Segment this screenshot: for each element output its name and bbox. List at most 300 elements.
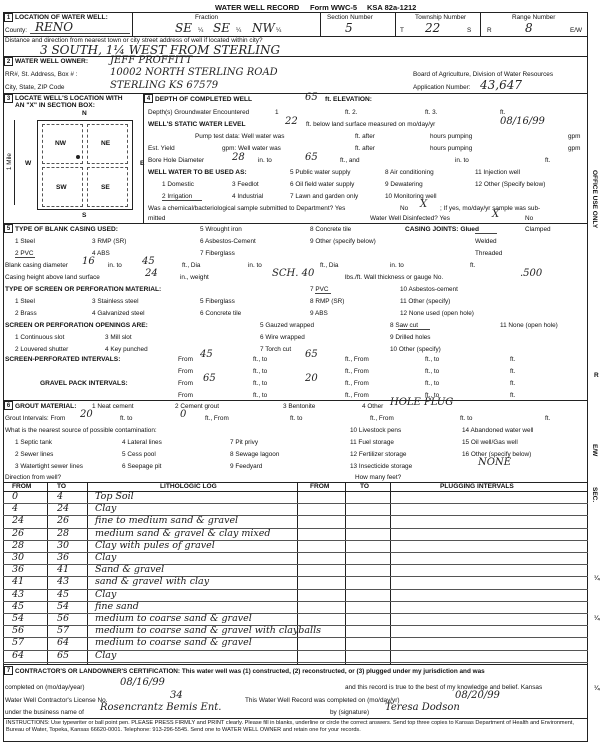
log-from-value[interactable]: 45 <box>12 600 25 612</box>
grout-ft-from: ft., From <box>205 415 229 422</box>
spi-ft-to: ft., to <box>425 356 440 363</box>
opening-1[interactable]: 1 Continuous slot <box>15 334 65 341</box>
log-from-value[interactable]: 56 <box>12 625 25 637</box>
use-10[interactable]: 10 Monitoring well <box>385 193 437 200</box>
divider <box>320 12 321 36</box>
grout-from-value[interactable]: 20 <box>80 409 93 420</box>
screen-10[interactable]: 10 Asbestos-cement <box>400 286 458 293</box>
section-5-marker: 5 <box>4 224 13 233</box>
mile-scale <box>14 120 15 205</box>
divider <box>480 12 481 36</box>
opening-4[interactable]: 4 Key punched <box>105 346 148 353</box>
yield-gpm: gpm: Well water was <box>222 145 281 152</box>
contam-4[interactable]: 4 Lateral lines <box>122 439 162 446</box>
grout-to-value[interactable]: 0 <box>180 409 187 420</box>
casing-6[interactable]: 6 Asbestos-Cement <box>200 238 256 245</box>
bore-value[interactable]: 28 <box>232 152 245 163</box>
disinfected-no[interactable]: No <box>525 215 534 222</box>
section-6-marker: 6 <box>4 401 13 410</box>
disinfected-label: Water Well Disinfected? Yes <box>370 215 450 222</box>
opening-8[interactable]: 8 Saw cut <box>390 322 419 329</box>
opening-2[interactable]: 2 Louvered shutter <box>15 346 69 353</box>
county-underline <box>30 33 130 34</box>
log-row <box>3 529 588 541</box>
city-label: City, State, ZIP Code <box>5 84 65 91</box>
use-4[interactable]: 4 Industrial <box>232 193 264 200</box>
log-description[interactable]: Clay <box>95 503 117 515</box>
distance-label: Distance and direction from nearest town or city street address of well if located within city? <box>5 37 263 44</box>
log-row <box>3 651 588 663</box>
section-3-marker: 3 <box>4 94 13 103</box>
contam-1[interactable]: 1 Septic tank <box>15 439 52 446</box>
completed-value[interactable]: 08/16/99 <box>120 677 165 688</box>
grout-3[interactable]: 3 Bentonite <box>283 403 316 410</box>
locate-label-2: AN "X" IN SECTION BOX: <box>15 102 95 109</box>
application-label: Application Number: <box>413 84 471 91</box>
board-label: Board of Agriculture, Division of Water Resources <box>413 71 554 78</box>
joints-label: CASING JOINTS: Glued <box>405 226 480 233</box>
south-label: S <box>82 212 87 219</box>
ksa-reference: KSA 82a-1212 <box>367 3 417 12</box>
section-2-marker: 2 <box>4 57 13 66</box>
log-description[interactable]: Clay <box>95 552 117 563</box>
quad-ne-label: NE <box>101 140 111 147</box>
gpi-ft-from: ft., From <box>345 380 369 387</box>
direction-label: Direction from well? <box>5 474 62 481</box>
howmany-label: How many feet? <box>355 474 402 481</box>
gw-2: ft. 2. <box>345 109 358 116</box>
use-7[interactable]: 7 Lawn and garden only <box>290 193 359 200</box>
log-to-value[interactable]: 43 <box>57 576 70 588</box>
log-from-value[interactable]: 4 <box>12 503 19 515</box>
quarter-sign-3: ¼ <box>276 27 282 34</box>
log-row <box>3 602 588 614</box>
office-use-label: OFFICE USE ONLY <box>591 170 598 229</box>
gpi-label: GRAVEL PACK INTERVALS: <box>40 380 128 387</box>
north-label: N <box>82 110 87 117</box>
screen-12[interactable]: 12 None used (open hole) <box>400 310 474 317</box>
log-to-value[interactable]: 54 <box>57 600 70 612</box>
bore-to-value[interactable]: 65 <box>305 152 318 163</box>
spi-ft: ft. <box>510 356 516 363</box>
casing-1[interactable]: 1 Steel <box>15 238 35 245</box>
contam-9[interactable]: 9 Feedyard <box>230 463 263 470</box>
office-quarter-2: ¼ <box>594 615 600 622</box>
log-to-value[interactable]: 57 <box>57 625 70 637</box>
spi-ft-from: ft., From <box>345 356 369 363</box>
static-date[interactable]: 08/16/99 <box>500 116 545 127</box>
fraction-3[interactable]: NW <box>252 21 275 35</box>
section-7-marker: 7 <box>4 666 13 675</box>
depth-label: DEPTH OF COMPLETED WELL <box>155 96 253 103</box>
contam-5[interactable]: 5 Cess pool <box>122 451 156 458</box>
yield-gpm-2: gpm <box>568 145 581 152</box>
grout-ft-from-2: ft., From <box>370 415 394 422</box>
log-row <box>3 590 588 602</box>
township-s: S <box>467 27 472 34</box>
use-6[interactable]: 6 Oil field water supply <box>290 181 355 188</box>
screen-8[interactable]: 8 RMP (SR) <box>310 298 345 305</box>
address-label: RR#, St. Address, Box # : <box>5 71 78 78</box>
log-to-value[interactable]: 26 <box>57 515 70 527</box>
yield-label: Est. Yield <box>148 145 175 152</box>
log-from-value[interactable]: 24 <box>12 515 25 527</box>
screen-2[interactable]: 2 Brass <box>15 310 37 317</box>
log-row <box>3 492 588 504</box>
form-title: WATER WELL RECORD <box>215 3 300 12</box>
use-11[interactable]: 11 Injection well <box>475 169 520 176</box>
form-number: Form WWC-5 <box>310 3 358 12</box>
log-to-value[interactable]: 24 <box>57 503 70 515</box>
diameter-in-to-3: in. to <box>390 262 404 269</box>
contam-12[interactable]: 12 Fertilizer storage <box>350 451 407 458</box>
completed-label: completed on (mo/day/year) <box>5 684 85 691</box>
township-label: Township Number <box>415 14 467 21</box>
log-from-value[interactable]: 36 <box>12 564 25 576</box>
use-3[interactable]: 3 Feedlot <box>232 181 259 188</box>
screen-material-label: TYPE OF SCREEN OR PERFORATION MATERIAL: <box>5 286 162 293</box>
use-5[interactable]: 5 Public water supply <box>290 169 351 176</box>
township-value[interactable]: 22 <box>425 21 441 35</box>
gw-3: ft. 3. <box>425 109 438 116</box>
diameter-ft: ft. <box>470 262 476 269</box>
log-description[interactable]: sand & gravel with clay <box>95 576 210 588</box>
use-9[interactable]: 9 Dewatering <box>385 181 423 188</box>
spi-from-value[interactable]: 45 <box>200 349 213 360</box>
spi-from-label: From <box>178 356 193 363</box>
locate-label: LOCATE WELL'S LOCATION WITH <box>15 95 123 102</box>
diameter-in-to: in. to <box>108 262 122 269</box>
quarter-sign-1: ¼ <box>198 27 204 34</box>
static-value[interactable]: 22 <box>285 116 298 127</box>
log-from-value[interactable]: 26 <box>12 527 25 539</box>
spi-to-value[interactable]: 65 <box>305 349 318 360</box>
bact-no[interactable]: No <box>400 205 409 212</box>
log-to-value[interactable]: 56 <box>57 613 70 624</box>
opening-10[interactable]: 10 Other (specify) <box>390 346 441 353</box>
screen-1[interactable]: 1 Steel <box>15 298 35 305</box>
casing-4[interactable]: 4 ABS <box>92 250 110 257</box>
contam-14[interactable]: 14 Abandoned water well <box>462 427 534 434</box>
casing-5[interactable]: 5 Wrought iron <box>200 226 242 233</box>
township-t: T <box>400 27 404 34</box>
contam-13[interactable]: 13 Insecticide storage <box>350 463 413 470</box>
log-to-value[interactable]: 4 <box>57 491 64 502</box>
office-sec-label: SEC. <box>591 487 598 503</box>
distance-value[interactable]: 3 SOUTH, 1¼ WEST FROM STERLING <box>40 43 281 57</box>
owner-label: WATER WELL OWNER: <box>15 58 89 65</box>
log-from-value[interactable]: 0 <box>12 491 19 502</box>
fraction-2[interactable]: SE <box>213 21 230 35</box>
static-rest: ft. below land surface measured on mo/day/yr <box>306 121 436 128</box>
log-header-from: FROM <box>12 483 32 490</box>
screen-6[interactable]: 6 Concrete tile <box>200 310 242 317</box>
opening-6[interactable]: 6 Wire wrapped <box>260 334 305 341</box>
rule <box>3 223 588 224</box>
east-label: E <box>140 160 145 167</box>
spi2-from-label: From <box>178 368 193 375</box>
diameter-label: Blank casing diameter <box>5 262 68 269</box>
pump-after: ft. after <box>355 133 375 140</box>
address-value[interactable]: 10002 NORTH STERLING ROAD <box>110 67 278 78</box>
groundwater-label: Depth(s) Groundwater Encountered <box>148 109 250 116</box>
log-to-value[interactable]: 45 <box>57 588 70 600</box>
log-header-from-2: FROM <box>310 483 330 490</box>
log-from-value[interactable]: 30 <box>12 552 25 563</box>
log-description[interactable]: Top Soil <box>95 491 134 502</box>
casing-label: TYPE OF BLANK CASING USED: <box>15 226 118 233</box>
contam-6[interactable]: 6 Seepage pit <box>122 463 162 470</box>
bore-ft: ft. <box>545 157 551 164</box>
contam-other-value[interactable]: NONE <box>478 457 511 468</box>
grout-intervals-label: Grout Intervals: From <box>5 415 66 422</box>
log-row <box>3 565 588 577</box>
diameter-value[interactable]: 16 <box>82 256 95 267</box>
gauge-value[interactable]: .500 <box>520 268 543 279</box>
elevation-label: ft. ELEVATION: <box>325 96 373 103</box>
opening-3[interactable]: 3 Mill slot <box>105 334 132 341</box>
diameter-to-value[interactable]: 45 <box>142 256 155 267</box>
use-label: WELL WATER TO BE USED AS: <box>148 169 247 176</box>
bact-label: Was a chemical/bacteriological sample submitted to Department? Yes <box>148 205 346 212</box>
casing-3[interactable]: 3 RMP (SR) <box>92 238 127 245</box>
log-header-to: TO <box>57 483 67 490</box>
business-value[interactable]: Rosencrantz Bemis Ent. <box>100 702 222 713</box>
mile-label: 1 Mile <box>6 153 13 171</box>
log-row <box>3 516 588 528</box>
log-header-to-2: TO <box>360 483 370 490</box>
screen-7[interactable]: 7 PVC <box>310 286 329 293</box>
log-from-value[interactable]: 57 <box>12 637 25 649</box>
bore-in-to: in. to <box>258 157 272 164</box>
west-label: W <box>25 160 32 167</box>
depth-value[interactable]: 65 <box>305 92 318 103</box>
log-description[interactable]: Sand & gravel <box>95 564 165 576</box>
log-row <box>3 553 588 565</box>
gpi-to-label: ft., to <box>253 380 268 387</box>
log-to-value[interactable]: 30 <box>57 539 70 551</box>
grout-ft: ft. <box>545 415 551 422</box>
use-8[interactable]: 8 Air conditioning <box>385 169 434 176</box>
certification-label: CONTRACTOR'S OR LANDOWNER'S CERTIFICATION: This water well was (1) constructed, (2) reconstructed, or (3) plugged under my jurisdiction and was <box>15 668 485 675</box>
grout-ft-to-3: ft. to <box>460 415 473 422</box>
height-label: Casing height above land surface <box>5 274 100 281</box>
business-label: under the business name of <box>5 709 84 716</box>
rule <box>3 56 588 57</box>
height-value[interactable]: 24 <box>145 268 158 279</box>
grout-4[interactable]: 4 Other <box>362 403 384 410</box>
section-1-marker: 1 <box>4 13 13 22</box>
screen-9[interactable]: 9 ABS <box>310 310 328 317</box>
location-label: LOCATION OF WATER WELL: <box>15 14 108 21</box>
log-description[interactable]: fine sand <box>95 600 139 612</box>
contam-11[interactable]: 11 Fuel storage <box>350 439 394 446</box>
contam-7[interactable]: 7 Pit privy <box>230 439 259 446</box>
log-from-value[interactable]: 41 <box>12 576 25 588</box>
quad-nw-label: NW <box>55 140 66 147</box>
diameter-ft-dia: ft., Dia <box>182 262 201 269</box>
rule <box>3 400 588 401</box>
spi2-ft: ft. <box>510 368 516 375</box>
log-row <box>3 504 588 516</box>
height-weight-label: in., weight <box>180 274 209 281</box>
screen-7-underline <box>315 293 331 294</box>
license-value[interactable]: 34 <box>170 690 183 701</box>
log-description[interactable]: medium to coarse sand & gravel <box>95 613 252 624</box>
yield-hours: hours pumping <box>430 145 473 152</box>
grout-2[interactable]: 2 Cement grout <box>175 403 220 410</box>
section-number-value[interactable]: 5 <box>345 21 353 35</box>
section-number-label: Section Number <box>327 14 373 21</box>
gw-1: 1 <box>275 109 279 116</box>
gpi2-ft-from: ft., From <box>345 392 369 399</box>
contam-15[interactable]: 15 Oil well/Gas well <box>462 439 518 446</box>
bore-ft-and: ft., and <box>340 157 360 164</box>
casing-8[interactable]: 8 Concrete tile <box>310 226 352 233</box>
gpi-ft: ft. <box>510 380 516 387</box>
pump-gpm: gpm <box>568 133 581 140</box>
use-12[interactable]: 12 Other (Specify below) <box>475 181 546 188</box>
log-description[interactable]: Clay <box>95 588 117 600</box>
gpi2-ft: ft. <box>510 392 516 399</box>
use-2[interactable]: 2 Irrigation <box>162 193 193 200</box>
screen-5[interactable]: 5 Fiberglass <box>200 298 235 305</box>
pump-label: Pump test data: Well water was <box>195 133 285 140</box>
use-1[interactable]: 1 Domestic <box>162 181 194 188</box>
screen-4[interactable]: 4 Galvanized steel <box>92 310 145 317</box>
quad-se-label: SE <box>101 184 110 191</box>
license-rest: This Water Well Record was completed on (mo/day/yr) <box>245 697 400 704</box>
log-to-value[interactable]: 41 <box>57 564 70 576</box>
bore-label: Bore Hole Diameter <box>148 157 205 164</box>
rule <box>3 664 588 665</box>
gpi-from-value[interactable]: 65 <box>203 373 216 384</box>
use-2-underline <box>162 200 202 201</box>
grout-ft-to: ft. to <box>120 415 133 422</box>
log-row <box>3 638 588 650</box>
gpi-ft-to: ft., to <box>425 380 440 387</box>
log-to-value[interactable]: 36 <box>57 552 70 563</box>
log-description[interactable]: Clay with pules of gravel <box>95 539 215 551</box>
range-label: Range Number <box>512 14 556 21</box>
license-label: Water Well Contractor's License No. <box>5 697 108 704</box>
joints-threaded[interactable]: Threaded <box>475 250 503 257</box>
range-value[interactable]: 8 <box>525 21 533 35</box>
instructions-text: INSTRUCTIONS: Use typewriter or ball point pen. PLEASE PRESS FIRMLY and PRINT clearly. Please fill in blanks, underline or circle the correct answers. Send top three copies to Kansas Department of Health and Environment, Bureau of Water, Topeka, Kansas 66620-0001. Telephone: 913-296-5545. Send one to WATER WELL OWNER and retain one for your records. <box>6 720 574 733</box>
office-quarter-1: ¼ <box>594 575 600 582</box>
log-from-value[interactable]: 54 <box>12 613 25 624</box>
opening-11[interactable]: 11 None (open hole) <box>500 322 558 329</box>
contam-10[interactable]: 10 Livestock pens <box>350 427 402 434</box>
log-to-value[interactable]: 64 <box>57 637 70 649</box>
divider <box>143 93 144 223</box>
quad-sw-label: SW <box>56 184 67 191</box>
spi-to-label: ft., to <box>253 356 268 363</box>
gpi-to-value[interactable]: 20 <box>305 373 318 384</box>
log-row <box>3 626 588 638</box>
log-from-value[interactable]: 43 <box>12 588 25 600</box>
pump-hours: hours pumping <box>430 133 473 140</box>
contam-16[interactable]: 16 Other (specify below) <box>462 451 532 458</box>
city-value[interactable]: STERLING KS 67579 <box>110 80 219 91</box>
weight-value[interactable]: SCH. 40 <box>272 268 315 279</box>
completed-rest: and this record is true to the best of my knowledge and belief. Kansas <box>345 684 543 691</box>
contam-3[interactable]: 3 Watertight sewer lines <box>15 463 83 470</box>
grout-1[interactable]: 1 Neat cement <box>92 403 134 410</box>
county-value[interactable]: RENO <box>35 20 74 34</box>
gauge-label: lbs./ft. Wall thickness or gauge No. <box>345 274 444 281</box>
bact-no-mark: X <box>420 199 428 210</box>
grout-label: GROUT MATERIAL: <box>15 403 77 410</box>
log-to-value[interactable]: 65 <box>57 649 70 661</box>
contam-2[interactable]: 2 Sewer lines <box>15 451 54 458</box>
application-value[interactable]: 43,647 <box>480 78 522 92</box>
openings-label: SCREEN OR PERFORATION OPENINGS ARE: <box>5 322 148 329</box>
log-header-plugging: PLUGGING INTERVALS <box>440 483 514 490</box>
casing-2[interactable]: 2 PVC <box>15 250 34 257</box>
office-ew-label: E/W <box>591 444 598 457</box>
screen-3[interactable]: 3 Stainless steel <box>92 298 139 305</box>
record-date-value[interactable]: 08/20/99 <box>455 690 500 701</box>
gw-ft: ft. <box>500 109 506 116</box>
casing-7[interactable]: 7 Fiberglass <box>200 250 235 257</box>
log-to-value[interactable]: 28 <box>57 527 70 539</box>
contam-label: What is the nearest source of possible contamination: <box>5 427 157 434</box>
joints-welded[interactable]: Welded <box>475 238 497 245</box>
log-description[interactable]: medium to coarse sand & gravel <box>95 637 252 649</box>
opening-8-underline <box>398 329 430 330</box>
range-r: R <box>487 27 492 34</box>
gpi2-to-label: ft., to <box>253 392 268 399</box>
log-description[interactable]: medium to coarse sand & gravel with clayballs <box>95 625 321 637</box>
fraction-1[interactable]: SE <box>175 21 192 35</box>
divider <box>132 12 133 36</box>
log-row <box>3 577 588 589</box>
disinfected-no-mark: X <box>492 209 500 220</box>
log-description[interactable]: Clay <box>95 649 117 661</box>
quarter-sign-2: ¼ <box>236 27 242 34</box>
yield-after: ft. after <box>355 145 375 152</box>
static-label: WELL'S STATIC WATER LEVEL <box>148 121 246 128</box>
screen-11[interactable]: 11 Other (specify) <box>400 298 451 305</box>
spi2-ft-from: ft., From <box>345 368 369 375</box>
contam-8[interactable]: 8 Sewage lagoon <box>230 451 280 458</box>
grout-ft-to-2: ft. to <box>290 415 303 422</box>
opening-9[interactable]: 9 Drilled holes <box>390 334 431 341</box>
log-from-value[interactable]: 28 <box>12 539 25 551</box>
gpi-from-label: From <box>178 380 193 387</box>
signature-value[interactable]: Teresa Dodson <box>385 702 460 713</box>
log-description[interactable]: medium sand & gravel & clay mixed <box>95 527 271 539</box>
signature-label: by (signature) <box>330 709 370 716</box>
log-from-value[interactable]: 64 <box>12 649 25 661</box>
opening-7[interactable]: 7 Torch cut <box>260 346 292 353</box>
grout-other-value[interactable]: HOLE PLUG <box>390 397 454 408</box>
spi-label: SCREEN-PERFORATED INTERVALS: <box>5 356 121 363</box>
owner-value[interactable]: JEFF PROFFITT <box>110 55 193 66</box>
well-location-mark <box>76 155 80 159</box>
fraction-label: Fraction <box>195 14 219 21</box>
glued-underline <box>475 233 497 234</box>
diameter-in-to-2: in. to <box>248 262 262 269</box>
section-4-marker: 4 <box>144 94 153 103</box>
log-row <box>3 541 588 553</box>
log-description[interactable]: fine to medium sand & gravel <box>95 515 239 527</box>
gpi2-from-label: From <box>178 392 193 399</box>
joints-clamped[interactable]: Clamped <box>525 226 551 233</box>
casing-9[interactable]: 9 Other (specify below) <box>310 238 376 245</box>
opening-5[interactable]: 5 Gauzed wrapped <box>260 322 315 329</box>
